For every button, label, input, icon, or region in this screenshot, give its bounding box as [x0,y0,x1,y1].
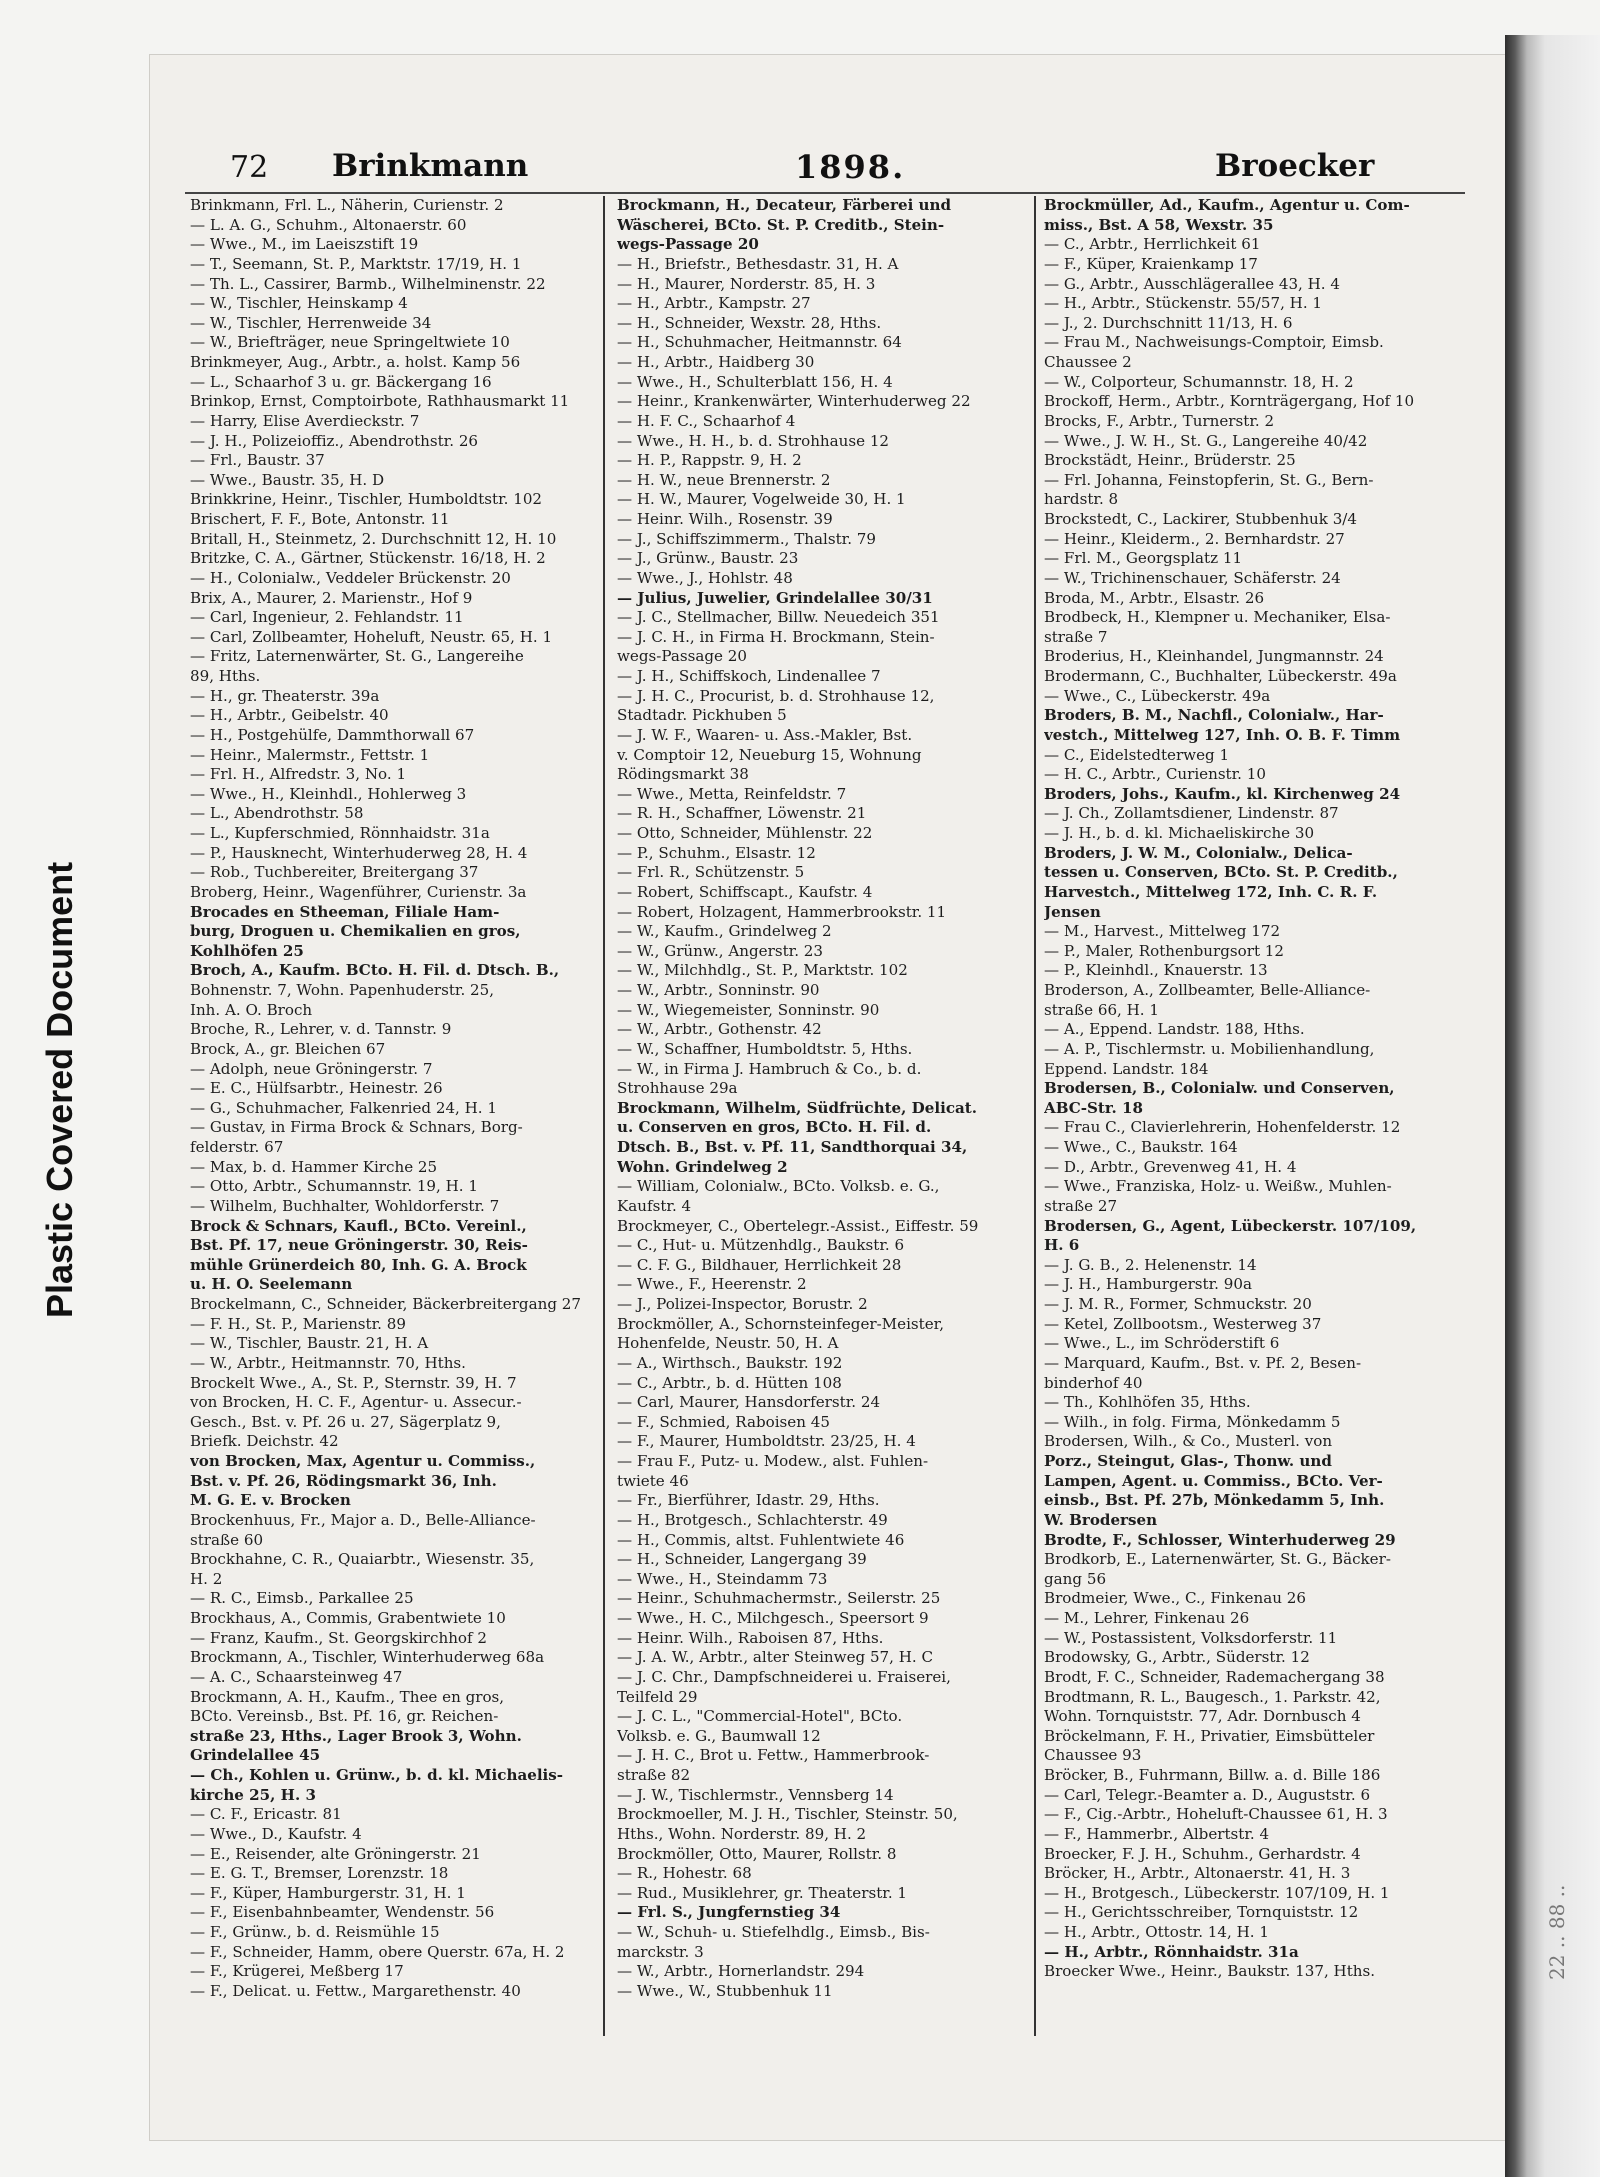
directory-column-1 [190,196,595,2036]
directory-entry-line: — R. C., Eimsb., Parkallee 25 [190,1589,414,1608]
directory-entry-line: Harvestch., Mittelweg 172, Inh. C. R. F. [1044,882,1378,901]
directory-entry-line: binderhof 40 [1044,1373,1143,1392]
directory-entry-line: Gesch., Bst. v. Pf. 26 u. 27, Sägerplatz 9, [190,1412,501,1431]
directory-entry-line: Broecker Wwe., Heinr., Baukstr. 137, Hths. [1044,1962,1376,1981]
directory-entry-line: Broders, Johs., Kaufm., kl. Kirchenweg 24 [1044,784,1401,803]
directory-entry-line: — Wwe., M., im Laeiszstift 19 [190,235,419,254]
directory-entry-line: — W., Grünw., Angerstr. 23 [617,941,823,960]
directory-entry-line: Brischert, F. F., Bote, Antonstr. 11 [190,510,450,528]
directory-entry-line: Brockmoeller, M. J. H., Tischler, Steinstr. 50, [617,1805,958,1824]
directory-entry-line: Brockoff, Herm., Arbtr., Kornträgergang, Hof 10 [1044,392,1415,411]
directory-entry-line: felderstr. 67 [190,1138,284,1156]
directory-entry-line: — C., Hut- u. Mützenhdlg., Baukstr. 6 [617,1236,905,1255]
directory-entry-line: — M., Harvest., Mittelweg 172 [1044,922,1281,941]
year-heading: 1898. [795,148,906,186]
directory-entry-line: — Frl. H., Alfredstr. 3, No. 1 [190,765,407,784]
directory-entry-line: — Frl. M., Georgsplatz 11 [1044,549,1243,568]
document-side-label [35,180,85,2000]
directory-entry-line: ABC-Str. 18 [1044,1098,1143,1117]
directory-entry-line: Bröcker, B., Fuhrmann, Billw. a. d. Bille 186 [1044,1766,1381,1784]
directory-entry-line: — Julius, Juwelier, Grindelallee 30/31 [617,588,933,607]
directory-entry-line: burg, Droguen u. Chemikalien en gros, [190,922,521,941]
directory-entry-line: Porz., Steingut, Glas-, Thonw. und [1044,1452,1332,1470]
directory-entry-line: — Gustav, in Firma Brock & Schnars, Borg- [190,1118,523,1137]
directory-entry-line: Britzke, C. A., Gärtner, Stückenstr. 16/18, H. 2 [190,549,546,568]
directory-entry-line: Brinkkrine, Heinr., Tischler, Humboldtstr. 102 [190,490,543,509]
directory-entry-line: — J. H., Polizeioffiz., Abendrothstr. 26 [190,431,479,450]
directory-entry-line: — J. G. B., 2. Helenenstr. 14 [1044,1255,1257,1274]
directory-entry-line: — Wwe., C., Baukstr. 164 [1044,1138,1238,1156]
directory-entry-line: Teilfeld 29 [617,1687,698,1706]
directory-entry-line: — Wwe., Baustr. 35, H. D [190,470,385,489]
directory-entry-line: von Brocken, H. C. F., Agentur- u. Assecur.- [190,1393,522,1412]
directory-entry-line: Britall, H., Steinmetz, 2. Durchschnitt 12, H. 10 [190,529,557,548]
directory-entry-line: — Carl, Zollbeamter, Hoheluft, Neustr. 65, H. 1 [190,627,553,646]
directory-entry-line: — H. W., neue Brennerstr. 2 [617,470,831,489]
directory-entry-line: — J. C. L., "Commercial-Hotel", BCto. [617,1707,903,1726]
directory-entry-line: — P., Hausknecht, Winterhuderweg 28, H. 4 [190,843,528,862]
directory-entry-line: — F., Krügerei, Meßberg 17 [190,1962,404,1981]
directory-entry-line: Brockelt Wwe., A., St. P., Sternstr. 39, H. 7 [190,1373,517,1392]
directory-entry-line: v. Comptoir 12, Neueburg 15, Wohnung [617,745,922,764]
directory-entry-line: Hths., Wohn. Norderstr. 89, H. 2 [617,1824,867,1843]
directory-entry-line: — J., Grünw., Baustr. 23 [617,549,799,568]
directory-entry-line: — W., Trichinenschauer, Schäferstr. 24 [1044,568,1341,587]
directory-entry-line: — W., Milchhdlg., St. P., Marktstr. 102 [617,961,908,980]
directory-entry-line: — J., Polizei-Inspector, Borustr. 2 [617,1295,868,1313]
directory-entry-line: Rödingsmarkt 38 [617,765,749,784]
directory-entry-line: Bröcker, H., Arbtr., Altonaerstr. 41, H. 3 [1044,1864,1351,1883]
directory-entry-line: — Harry, Elise Averdieckstr. 7 [190,411,420,430]
directory-entry-line: — Max, b. d. Hammer Kirche 25 [190,1157,438,1176]
directory-entry-line: — Otto, Arbtr., Schumannstr. 19, H. 1 [190,1177,478,1196]
directory-entry-line: wegs-Passage 20 [617,235,759,254]
directory-entry-line: Wohn. Grindelweg 2 [617,1157,788,1176]
directory-entry-line: Brockmann, Wilhelm, Südfrüchte, Delicat. [617,1098,978,1117]
directory-entry-line: — Wwe., F., Heerenstr. 2 [617,1275,807,1294]
directory-entry-line: — Wwe., H. H., b. d. Strohhause 12 [617,431,890,450]
directory-entry-line: — H., Colonialw., Veddeler Brückenstr. 20 [190,568,511,587]
directory-entry-line: Eppend. Landstr. 184 [1044,1059,1209,1078]
directory-entry-line: Bst. v. Pf. 26, Rödingsmarkt 36, Inh. [190,1471,497,1490]
directory-entry-line: — E. G. T., Bremser, Lorenzstr. 18 [190,1864,449,1883]
directory-entry-line: — L. A. G., Schuhm., Altonaerstr. 60 [190,215,467,234]
directory-entry-line: H. 2 [190,1569,223,1588]
directory-entry-line: gang 56 [1044,1569,1107,1588]
directory-entry-line: Brockmöller, Otto, Maurer, Rollstr. 8 [617,1844,897,1863]
directory-entry-line: — A., Wirthsch., Baukstr. 192 [617,1353,843,1372]
directory-entry-line: — W., Tischler, Baustr. 21, H. A [190,1334,429,1353]
directory-entry-line: — Wwe., D., Kaufstr. 4 [190,1824,362,1843]
directory-entry-line: — W., Wiegemeister, Sonninstr. 90 [617,1000,880,1019]
directory-entry-line: Brinkop, Ernst, Comptoirbote, Rathhausmarkt 11 [190,392,570,411]
directory-entry-line: — H., Schneider, Wexstr. 28, Hths. [617,313,882,332]
directory-entry-line: — J. H., b. d. kl. Michaeliskirche 30 [1044,824,1315,842]
directory-entry-line: — J. C., Stellmacher, Billw. Neuedeich 351 [617,608,940,627]
directory-entry-line: — W., Arbtr., Hornerlandstr. 294 [617,1962,865,1981]
directory-entry-line: Brodkorb, E., Laternenwärter, St. G., Bäcker- [1044,1550,1391,1569]
directory-entry-line: straße 66, H. 1 [1044,1000,1160,1019]
directory-entry-line: kirche 25, H. 3 [190,1785,316,1804]
directory-entry-line: straße 60 [190,1530,264,1549]
directory-entry-line: — P., Schuhm., Elsastr. 12 [617,843,816,862]
directory-entry-line: — H. F. C., Schaarhof 4 [617,411,796,430]
directory-entry-line: — W., Kaufm., Grindelweg 2 [617,922,832,941]
directory-entry-line: Brodt, F. C., Schneider, Rademachergang 38 [1044,1667,1385,1686]
directory-entry-line: — W., Arbtr., Heitmannstr. 70, Hths. [190,1353,466,1372]
directory-entry-line: — Otto, Schneider, Mühlenstr. 22 [617,824,873,842]
directory-entry-line: — M., Lehrer, Finkenau 26 [1044,1609,1250,1627]
directory-entry-line: — Wwe., W., Stubbenhuk 11 [617,1981,833,2000]
directory-entry-line: — P., Maler, Rothenburgsort 12 [1044,941,1285,960]
directory-entry-line: — Ch., Kohlen u. Grünw., b. d. kl. Michaelis- [190,1766,564,1784]
directory-entry-line: Broders, B. M., Nachfl., Colonialw., Har- [1044,706,1384,725]
directory-entry-line: wegs-Passage 20 [617,647,747,666]
directory-entry-line: — Marquard, Kaufm., Bst. v. Pf. 2, Besen- [1044,1353,1362,1372]
column-divider-2 [1034,196,1036,2036]
directory-entry-line: — E., Reisender, alte Gröningerstr. 21 [190,1844,481,1863]
directory-entry-line: — F., Küper, Kraienkamp 17 [1044,254,1258,273]
directory-entry-line: Broders, J. W. M., Colonialw., Delica- [1044,843,1353,862]
directory-entry-line: Stadtadr. Pickhuben 5 [617,706,787,725]
directory-entry-line: Brodermann, C., Buchhalter, Lübeckerstr. 49a [1044,667,1397,685]
directory-entry-line: Broda, M., Arbtr., Elsastr. 26 [1044,588,1265,607]
directory-entry-line: — J. M. R., Former, Schmuckstr. 20 [1044,1295,1312,1313]
directory-entry-line: Brockmann, H., Decateur, Färberei und [617,196,952,214]
directory-entry-line: Brockmeyer, C., Obertelegr.-Assist., Eiffestr. 59 [617,1216,979,1235]
directory-entry-line: Lampen, Agent. u. Commiss., BCto. Ver- [1044,1471,1383,1490]
directory-entry-line: — Frl. S., Jungfernstieg 34 [617,1903,841,1922]
directory-entry-line: Wohn. Tornquiststr. 77, Adr. Dornbusch 4 [1044,1707,1361,1726]
right-guide-word: Broecker [1215,148,1375,184]
directory-entry-line: — Wwe., H., Kleinhdl., Hohlerweg 3 [190,784,467,803]
directory-entry-line: Bröckelmann, F. H., Privatier, Eimsbütteler [1044,1726,1375,1745]
directory-entry-line: — H., Postgehülfe, Dammthorwall 67 [190,725,475,744]
directory-entry-line: Kaufstr. 4 [617,1196,692,1215]
directory-entry-line: mühle Grünerdeich 80, Inh. G. A. Brock [190,1255,527,1274]
directory-entry-line: Brodbeck, H., Klempner u. Mechaniker, Elsa- [1044,608,1391,627]
directory-entry-line: vestch., Mittelweg 127, Inh. O. B. F. Timm [1044,725,1401,744]
directory-entry-line: — Wilh., in folg. Firma, Mönkedamm 5 [1044,1412,1341,1431]
directory-entry-line: — Heinr., Schuhmachermstr., Seilerstr. 25 [617,1589,941,1608]
directory-entry-line: — F., Schmied, Raboisen 45 [617,1412,830,1431]
directory-entry-line: — H., Gerichtsschreiber, Tornquiststr. 12 [1044,1903,1359,1922]
directory-entry-line: Chaussee 2 [1044,353,1132,371]
directory-entry-line: — Fritz, Laternenwärter, St. G., Langereihe [190,647,524,666]
directory-entry-line: Jensen [1044,902,1101,921]
directory-entry-line: straße 7 [1044,627,1108,646]
directory-entry-line: — Wwe., C., Lübeckerstr. 49a [1044,686,1271,705]
directory-entry-line: Broberg, Heinr., Wagenführer, Curienstr. 3a [190,882,527,901]
directory-entry-line: Brinkmeyer, Aug., Arbtr., a. holst. Kamp 56 [190,353,521,371]
directory-entry-line: — Robert, Holzagent, Hammerbrookstr. 11 [617,902,947,921]
directory-entry-line: Broecker, F. J. H., Schuhm., Gerhardstr. 4 [1044,1844,1361,1863]
directory-entry-line: — E. C., Hülfsarbtr., Heinestr. 26 [190,1079,443,1098]
directory-entry-line: — H., Schuhmacher, Heitmannstr. 64 [617,333,902,352]
directory-entry-line: Briefk. Deichstr. 42 [190,1432,339,1451]
directory-entry-line: Strohhause 29a [617,1079,738,1098]
directory-entry-line: — C., Arbtr., b. d. Hütten 108 [617,1373,842,1392]
directory-entry-line: Brock, A., gr. Bleichen 67 [190,1039,386,1058]
directory-entry-line: BCto. Vereinsb., Bst. Pf. 16, gr. Reichen- [190,1707,499,1726]
directory-entry-line: — Adolph, neue Gröningerstr. 7 [190,1059,433,1078]
directory-entry-line: — Heinr. Wilh., Raboisen 87, Hths. [617,1628,884,1647]
page-number: 72 [230,150,269,185]
directory-entry-line: — A. P., Tischlermstr. u. Mobilienhandlung, [1044,1039,1375,1058]
directory-entry-line: — H., Maurer, Norderstr. 85, H. 3 [617,274,876,293]
directory-entry-line: Brodersen, Wilh., & Co., Musterl. von [1044,1432,1333,1451]
directory-entry-line: — F., Cig.-Arbtr., Hoheluft-Chaussee 61, H. 3 [1044,1805,1388,1824]
directory-entry-line: Brockmüller, Ad., Kaufm., Agentur u. Com- [1044,196,1410,214]
directory-entry-line: — Frl., Baustr. 37 [190,451,325,470]
directory-entry-line: — J. C. Chr., Dampfschneiderei u. Fraiserei, [617,1667,951,1686]
directory-entry-line: — R., Hohestr. 68 [617,1864,752,1883]
side-label-text: Plastic Covered Document [39,861,80,1319]
directory-entry-line: — H., Arbtr., Geibelstr. 40 [190,706,389,725]
directory-entry-line: straße 23, Hths., Lager Brook 3, Wohn. [190,1726,522,1745]
directory-entry-line: — H., Arbtr., Haidberg 30 [617,353,815,371]
directory-entry-line: Brockstedt, C., Lackirer, Stubbenhuk 3/4 [1044,510,1357,528]
directory-entry-line: H. 6 [1044,1236,1080,1255]
directory-entry-line: — Wilhelm, Buchhalter, Wohldorferstr. 7 [190,1196,500,1215]
directory-entry-line: Brockmann, A., Tischler, Winterhuderweg 68a [190,1648,545,1667]
directory-entry-line: — Wwe., H., Steindamm 73 [617,1569,828,1588]
directory-entry-line: — Rob., Tuchbereiter, Breitergang 37 [190,863,479,882]
directory-entry-line: — L., Abendrothstr. 58 [190,804,364,823]
directory-entry-line: — W., Colporteur, Schumannstr. 18, H. 2 [1044,372,1354,391]
directory-entry-line: — F., Eisenbahnbeamter, Wendenstr. 56 [190,1903,495,1922]
directory-entry-line: — H. C., Arbtr., Curienstr. 10 [1044,765,1266,784]
directory-entry-line: — J., Schiffszimmerm., Thalstr. 79 [617,529,877,548]
directory-entry-line: — W., Tischler, Heinskamp 4 [190,294,408,313]
directory-entry-line: 89, Hths. [190,667,261,685]
directory-entry-line: Broche, R., Lehrer, v. d. Tannstr. 9 [190,1020,452,1039]
directory-entry-line: Brodtmann, R. L., Baugesch., 1. Parkstr. 42, [1044,1687,1381,1706]
directory-entry-line: — J. H., Schiffskoch, Lindenallee 7 [617,667,881,685]
directory-entry-line: — C. F. G., Bildhauer, Herrlichkeit 28 [617,1255,902,1274]
directory-entry-line: Brockenhuus, Fr., Major a. D., Belle-Alliance- [190,1510,536,1529]
directory-entry-line: — J. C. H., in Firma H. Brockmann, Stein- [617,627,935,646]
directory-entry-line: — D., Arbtr., Grevenweg 41, H. 4 [1044,1157,1297,1176]
directory-entry-line: — F. H., St. P., Marienstr. 89 [190,1314,406,1333]
directory-entry-line: Brockelmann, C., Schneider, Bäckerbreitergang 27 [190,1295,581,1313]
directory-entry-line: — G., Arbtr., Ausschlägerallee 43, H. 4 [1044,274,1341,293]
directory-entry-line: — W., Postassistent, Volksdorferstr. 11 [1044,1628,1338,1647]
directory-entry-line: — Frl. Johanna, Feinstopferin, St. G., Bern- [1044,470,1374,489]
directory-entry-line: — W., Tischler, Herrenweide 34 [190,313,432,332]
directory-entry-line: — J., 2. Durchschnitt 11/13, H. 6 [1044,313,1293,332]
directory-entry-line: — A., Eppend. Landstr. 188, Hths. [1044,1020,1305,1039]
directory-entry-line: — Heinr., Kleiderm., 2. Bernhardstr. 27 [1044,529,1345,548]
directory-entry-line: — Frau M., Nachweisungs-Comptoir, Eimsb. [1044,333,1384,352]
directory-entry-line: — L., Schaarhof 3 u. gr. Bäckergang 16 [190,372,492,391]
directory-entry-line: — H., gr. Theaterstr. 39a [190,686,380,705]
directory-entry-line: — Wwe., H. C., Milchgesch., Speersort 9 [617,1609,929,1627]
directory-entry-line: Brockhaus, A., Commis, Grabentwiete 10 [190,1609,506,1627]
directory-entry-line: — J. H., Hamburgerstr. 90a [1044,1275,1252,1294]
directory-entry-line: Brodersen, B., Colonialw. und Conserven, [1044,1079,1395,1098]
directory-entry-line: Brix, A., Maurer, 2. Marienstr., Hof 9 [190,588,473,607]
directory-entry-line: Brocades en Stheeman, Filiale Ham- [190,902,500,921]
directory-entry-line: — J. A. W., Arbtr., alter Steinweg 57, H. C [617,1648,934,1667]
directory-entry-line: Brodmeier, Wwe., C., Finkenau 26 [1044,1589,1306,1608]
directory-entry-line: Brockmöller, A., Schornsteinfeger-Meister, [617,1314,944,1333]
directory-entry-line: Brockhahne, C. R., Quaiarbtr., Wiesenstr. 35, [190,1550,535,1569]
directory-entry-line: Brodersen, G., Agent, Lübeckerstr. 107/109, [1044,1216,1417,1235]
directory-entry-line: Kohlhöfen 25 [190,941,304,960]
directory-entry-line: — C. F., Ericastr. 81 [190,1805,342,1824]
directory-entry-line: Volksb. e. G., Baumwall 12 [617,1726,821,1745]
directory-entry-line: — H. W., Maurer, Vogelweide 30, H. 1 [617,490,906,509]
directory-entry-line: — H., Brotgesch., Schlachterstr. 49 [617,1510,888,1529]
page-header [200,148,1500,192]
directory-entry-line: — Franz, Kaufm., St. Georgskirchhof 2 [190,1628,487,1647]
directory-entry-line: — Carl, Ingenieur, 2. Fehlandstr. 11 [190,608,464,627]
directory-entry-line: — A. C., Schaarsteinweg 47 [190,1667,403,1686]
directory-entry-line: — Wwe., J. W. H., St. G., Langereihe 40/42 [1044,431,1368,450]
directory-entry-line: — H., Commis, altst. Fuhlentwiete 46 [617,1530,905,1549]
directory-entry-line: — W., Arbtr., Sonninstr. 90 [617,981,820,999]
directory-entry-line: — Ketel, Zollbootsm., Westerweg 37 [1044,1314,1322,1333]
directory-entry-line: straße 27 [1044,1196,1118,1215]
directory-entry-line: — P., Kleinhdl., Knauerstr. 13 [1044,961,1268,980]
directory-entry-line: straße 82 [617,1766,691,1784]
directory-entry-line: — H., Schneider, Langergang 39 [617,1550,867,1569]
directory-entry-line: Hohenfelde, Neustr. 50, H. A [617,1334,839,1353]
directory-entry-line: Grindelallee 45 [190,1746,321,1765]
directory-entry-line: hardstr. 8 [1044,490,1119,509]
directory-entry-line: — W., Schuh- u. Stiefelhdlg., Eimsb., Bis- [617,1923,930,1941]
directory-entry-line: Brockmann, A. H., Kaufm., Thee en gros, [190,1687,505,1706]
directory-entry-line: — F., Schneider, Hamm, obere Querstr. 67a, H. 2 [190,1942,565,1961]
directory-entry-line: Brocks, F., Arbtr., Turnerstr. 2 [1044,411,1275,430]
directory-entry-line: — Th. L., Cassirer, Barmb., Wilhelminenstr. 22 [190,274,546,293]
directory-entry-line: Chaussee 93 [1044,1746,1142,1765]
directory-column-2 [617,196,1030,2036]
directory-entry-line: Broch, A., Kaufm. BCto. H. Fil. d. Dtsch. B., [190,961,560,980]
directory-entry-line: — F., Küper, Hamburgerstr. 31, H. 1 [190,1883,466,1902]
directory-entry-line: — Rud., Musiklehrer, gr. Theaterstr. 1 [617,1883,908,1902]
directory-entry-line: Broderius, H., Kleinhandel, Jungmannstr. 24 [1044,647,1384,666]
directory-entry-line: — William, Colonialw., BCto. Volksb. e. G., [617,1177,940,1196]
directory-entry-line: tessen u. Conserven, BCto. St. P. Creditb., [1044,863,1398,882]
directory-entry-line: — J. H. C., Procurist, b. d. Strohhause 12, [617,686,935,705]
directory-entry-line: Brodowsky, G., Arbtr., Süderstr. 12 [1044,1648,1310,1667]
directory-entry-line: — Heinr., Krankenwärter, Winterhuderweg 22 [617,392,971,411]
directory-entry-line: — H. P., Rappstr. 9, H. 2 [617,451,802,470]
directory-entry-line: — Fr., Bierführer, Idastr. 29, Hths. [617,1491,880,1510]
directory-entry-line: — Wwe., Metta, Reinfeldstr. 7 [617,784,847,803]
directory-entry-line: u. Conserven en gros, BCto. H. Fil. d. [617,1118,932,1137]
directory-entry-line: — Wwe., Franziska, Holz- u. Weißw., Muhlen- [1044,1177,1392,1196]
directory-entry-line: miss., Bst. A 58, Wexstr. 35 [1044,215,1274,234]
directory-entry-line: — H., Arbtr., Stückenstr. 55/57, H. 1 [1044,294,1323,313]
directory-entry-line: — C., Eidelstedterweg 1 [1044,745,1230,764]
directory-entry-line: einsb., Bst. Pf. 27b, Mönkedamm 5, Inh. [1044,1491,1385,1510]
directory-entry-line: Brinkmann, Frl. L., Näherin, Curienstr. 2 [190,196,504,214]
directory-entry-line: — Carl, Maurer, Hansdorferstr. 24 [617,1393,881,1412]
directory-entry-line: — Wwe., H., Schulterblatt 156, H. 4 [617,372,893,391]
directory-entry-line: — F., Maurer, Humboldtstr. 23/25, H. 4 [617,1432,916,1451]
directory-entry-line: twiete 46 [617,1471,689,1490]
directory-entry-line: — T., Seemann, St. P., Marktstr. 17/19, H. 1 [190,254,522,273]
directory-entry-line: — Frau C., Clavierlehrerin, Hohenfelderstr. 12 [1044,1118,1401,1137]
directory-entry-line: — Robert, Schiffscapt., Kaufstr. 4 [617,882,873,901]
directory-entry-line: Broderson, A., Zollbeamter, Belle-Alliance- [1044,981,1371,999]
directory-entry-line: — F., Grünw., b. d. Reismühle 15 [190,1923,440,1941]
directory-entry-line: — L., Kupferschmied, Rönnhaidstr. 31a [190,824,490,842]
directory-entry-line: — G., Schuhmacher, Falkenried 24, H. 1 [190,1098,498,1117]
directory-entry-line: Brodte, F., Schlosser, Winterhuderweg 29 [1044,1530,1396,1549]
directory-entry-line: Brockstädt, Heinr., Brüderstr. 25 [1044,451,1296,470]
directory-entry-line: — R. H., Schaffner, Löwenstr. 21 [617,804,867,823]
directory-entry-line: Bohnenstr. 7, Wohn. Papenhuderstr. 25, [190,981,495,999]
directory-entry-line: — F., Delicat. u. Fettw., Margarethenstr. 40 [190,1981,521,2000]
directory-entry-line: Inh. A. O. Broch [190,1000,313,1019]
directory-entry-line: — Carl, Telegr.-Beamter a. D., Auguststr. 6 [1044,1785,1371,1804]
next-page-fragment: 22 .. 88 .. [1545,1884,1569,1980]
directory-entry-line: — Th., Kohlhöfen 35, Hths. [1044,1393,1251,1412]
directory-entry-line: M. G. E. v. Brocken [190,1491,351,1510]
header-rule [185,192,1465,194]
directory-entry-line: — H., Briefstr., Bethesdastr. 31, H. A [617,254,899,273]
directory-column-3 [1044,196,1459,2036]
directory-entry-line: — Wwe., L., im Schröderstift 6 [1044,1334,1280,1353]
directory-entry-line: — Frau F., Putz- u. Modew., alst. Fuhlen- [617,1452,929,1470]
directory-entry-line: marckstr. 3 [617,1942,704,1961]
directory-entry-line: — J. Ch., Zollamtsdiener, Lindenstr. 87 [1044,804,1339,823]
directory-entry-line: — W., in Firma J. Hambruch & Co., b. d. [617,1059,922,1078]
directory-entry-line: — W., Schaffner, Humboldtstr. 5, Hths. [617,1039,913,1058]
directory-entry-line: — Heinr. Wilh., Rosenstr. 39 [617,510,833,528]
directory-entry-line: W. Brodersen [1044,1510,1158,1529]
directory-entry-line: Wäscherei, BCto. St. P. Creditb., Stein- [617,215,945,234]
directory-entry-line: — H., Arbtr., Ottostr. 14, H. 1 [1044,1923,1269,1941]
directory-entry-line: — W., Arbtr., Gothenstr. 42 [617,1020,822,1039]
column-divider-1 [603,196,605,2036]
directory-entry-line: Dtsch. B., Bst. v. Pf. 11, Sandthorquai 34, [617,1138,968,1156]
left-guide-word: Brinkmann [332,148,529,184]
directory-entry-line: — C., Arbtr., Herrlichkeit 61 [1044,235,1261,254]
directory-entry-line: — Frl. R., Schützenstr. 5 [617,863,805,882]
directory-entry-line: von Brocken, Max, Agentur u. Commiss., [190,1452,536,1470]
directory-entry-line: Bst. Pf. 17, neue Gröningerstr. 30, Reis- [190,1236,528,1255]
directory-entry-line: — J. W., Tischlermstr., Vennsberg 14 [617,1785,894,1804]
directory-entry-line: — J. H. C., Brot u. Fettw., Hammerbrook- [617,1746,930,1765]
directory-entry-line: — H., Brotgesch., Lübeckerstr. 107/109, H. 1 [1044,1883,1390,1902]
directory-entry-line: — F., Hammerbr., Albertstr. 4 [1044,1824,1270,1843]
directory-entry-line: — W., Briefträger, neue Springeltwiete 10 [190,333,510,352]
directory-entry-line: — H., Arbtr., Rönnhaidstr. 31a [1044,1942,1299,1961]
directory-entry-line: — Wwe., J., Hohlstr. 48 [617,568,793,587]
directory-entry-line: — Heinr., Malermstr., Fettstr. 1 [190,745,430,764]
directory-entry-line: u. H. O. Seelemann [190,1275,353,1294]
directory-entry-line: Brock & Schnars, Kaufl., BCto. Vereinl., [190,1216,527,1235]
directory-entry-line: — H., Arbtr., Kampstr. 27 [617,294,811,313]
directory-entry-line: — J. W. F., Waaren- u. Ass.-Makler, Bst. [617,725,913,744]
